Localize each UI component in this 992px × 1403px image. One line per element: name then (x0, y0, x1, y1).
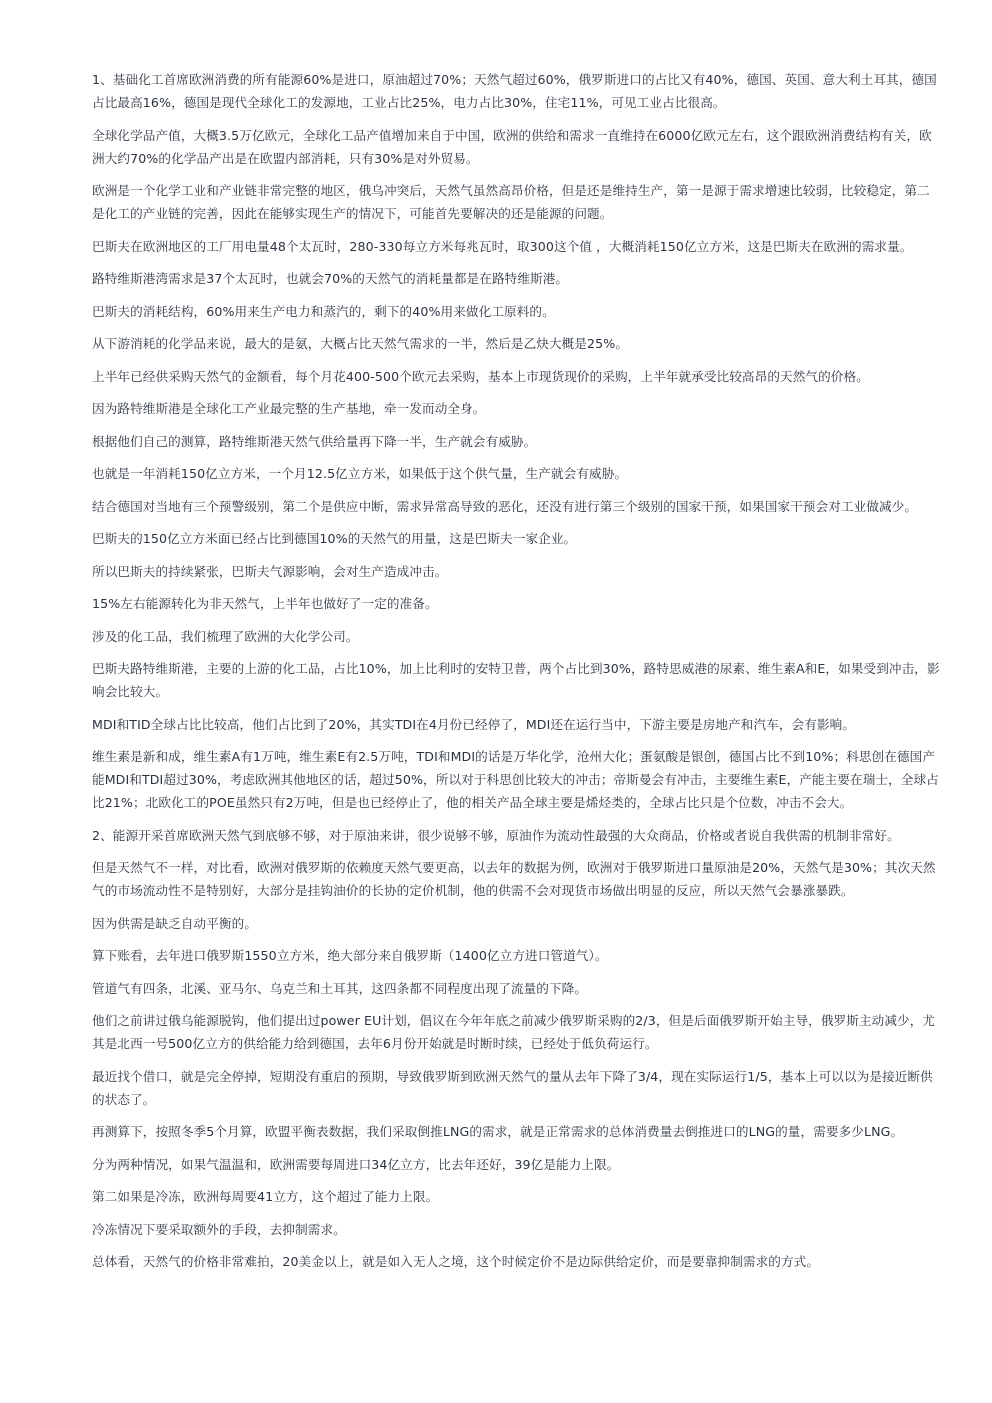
paragraph-26: 最近找个借口，就是完全停掉，短期没有重启的预期，导致俄罗斯到欧洲天然气的量从去年下降了3/4，现在实际运行1/5，基本上可以以为是接近断供的状态了。 (92, 1068, 933, 1107)
document-page (92, 68, 942, 1283)
paragraph-9: 因为路特维斯港是全球化工产业最完整的生产基地，牵一发而动全身。 (92, 401, 486, 416)
paragraph-18: MDI和TID全球占比比较高，他们占比到了20%，其实TDI在4月份已经停了，MDI还在运行当中，下游主要是房地产和汽车，会有影响。 (92, 716, 856, 732)
paragraph-11: 也就是一年消耗150亿立方米，一个月12.5亿立方米，如果低于这个供气量，生产就会有威胁。 (92, 466, 628, 481)
paragraph-30: 冷冻情况下要采取额外的手段，去抑制需求。 (92, 1221, 346, 1237)
paragraph-20: 2、能源开采首席欧洲天然气到底够不够，对于原油来讲，很少说够不够，原油作为流动性最强的大众商品，价格或者说自我供需的机制非常好。 (92, 827, 900, 843)
paragraph-5: 路特维斯港湾需求是37个太瓦时，也就会70%的天然气的消耗量都是在路特维斯港。 (92, 271, 569, 286)
paragraph-29: 第二如果是冷冻，欧洲每周要41立方，这个超过了能力上限。 (92, 1189, 439, 1204)
paragraph-28: 分为两种情况，如果气温温和，欧洲需要每周进口34亿立方，比去年还好，39亿是能力上限。 (92, 1156, 620, 1172)
paragraph-4: 巴斯夫在欧洲地区的工厂用电量48个太瓦时，280-330每立方米每兆瓦时，取300这个值 ，大概消耗150亿立方米，这是巴斯夫在欧洲的需求量。 (92, 238, 913, 254)
paragraph-15: 15%左右能源转化为非天然气，上半年也做好了一定的准备。 (92, 596, 438, 611)
paragraph-3: 欧洲是一个化学工业和产业链非常完整的地区，俄乌冲突后，天然气虽然高昂价格，但是还是维持生产，第一是源于需求增速比较弱，比较稳定，第二是化工的产业链的完善，因此在能够实现生产的情况下，可能首先要解决的还是能源的问题。 (92, 183, 930, 221)
paragraph-25: 他们之前讲过俄乌能源脱钩，他们提出过power EU计划，倡议在今年年底之前减少俄罗斯采购的2/3，但是后面俄罗斯开始主导，俄罗斯主动减少，尤其是北西一号500亿立方的供给能力给到德国，去年6月份开始就是时断时续，已经处于低负荷运行。 (92, 1013, 936, 1051)
paragraph-8: 上半年已经供采购天然气的金额看，每个月花400-500个欧元去采购，基本上市现货现价的采购，上半年就承受比较高昂的天然气的价格。 (92, 368, 869, 384)
paragraph-27: 再测算下，按照冬季5个月算，欧盟平衡表数据，我们采取倒推LNG的需求，就是正常需求的总体消费量去倒推进口的LNG的量，需要多少LNG。 (92, 1124, 904, 1139)
paragraph-16: 涉及的化工品，我们梳理了欧洲的大化学公司。 (92, 628, 359, 644)
paragraph-6: 巴斯夫的消耗结构，60%用来生产电力和蒸汽的，剩下的40%用来做化工原料的。 (92, 303, 555, 319)
paragraph-24: 管道气有四条，北溪、亚马尔、乌克兰和土耳其，这四条都不同程度出现了流量的下降。 (92, 980, 588, 996)
paragraph-23: 算下账看，去年进口俄罗斯1550立方米，绝大部分来自俄罗斯（1400亿立方进口管道气）。 (92, 948, 608, 963)
paragraph-19: 维生素是新和成，维生素A有1万吨，维生素E有2.5万吨，TDI和MDI的话是万华化学，沧州大化；蛋氨酸是银创，德国占比不到10%；科思创在德国产能MDI和TDI超过30%，考虑欧洲其他地区的话，超过50%，所以对于科思创比较大的冲击；帝斯曼会有冲击，主要维生素E，产能主要在瑞士，全球占比21%；北欧化工的POE虽然只有2万吨，但是也已经停止了，他的相关产品全球主要是烯烃类的，全球占比只是个位数，冲击不会大。 (92, 749, 939, 810)
paragraph-12: 结合德国对当地有三个预警级别，第二个是供应中断，需求异常高导致的恶化，还没有进行第三个级别的国家干预，如果国家干预会对工业做减少。 (92, 498, 918, 514)
paragraph-17: 巴斯夫路特维斯港，主要的上游的化工品，占比10%，加上比利时的安特卫普，两个占比到30%，路特思威港的尿素、维生素A和E，如果受到冲击，影响会比较大。 (92, 661, 940, 699)
paragraph-31: 总体看，天然气的价格非常难拍，20美金以上，就是如入无人之境，这个时候定价不是边际供给定价，而是要靠抑制需求的方式。 (92, 1254, 820, 1269)
paragraph-7: 从下游消耗的化学品来说，最大的是氨，大概占比天然气需求的一半，然后是乙炔大概是25%。 (92, 336, 629, 351)
paragraph-10: 根据他们自己的测算，路特维斯港天然气供给量再下降一半，生产就会有威胁。 (92, 433, 537, 449)
paragraph-14: 所以巴斯夫的持续紧张，巴斯夫气源影响，会对生产造成冲击。 (92, 563, 448, 579)
paragraph-22: 因为供需是缺乏自动平衡的。 (92, 915, 258, 931)
paragraph-2: 全球化学品产值，大概3.5万亿欧元，全球化工品产值增加来自于中国，欧洲的供给和需求一直维持在6000亿欧元左右，这个跟欧洲消费结构有关，欧洲大约70%的化学品产出是在欧盟内部消耗，只有30%是对外贸易。 (92, 127, 932, 166)
paragraph-13: 巴斯夫的150亿立方米面已经占比到德国10%的天然气的用量，这是巴斯夫一家企业。 (92, 531, 577, 546)
paragraph-1: 1、基础化工首席欧洲消费的所有能源60%是进口，原油超过70%；天然气超过60%，俄罗斯进口的占比又有40%，德国、英国、意大利土耳其，德国占比最高16%，德国是现代全球化工的发源地，工业占比25%，电力占比30%，住宅11%，可见工业占比很高。 (92, 72, 937, 110)
paragraph-21: 但是天然气不一样，对比看，欧洲对俄罗斯的依赖度天然气要更高，以去年的数据为例，欧洲对于俄罗斯进口量原油是20%，天然气是30%；其次天然气的市场流动性不是特别好，大部分是挂钩油价的长协的定价机制，他的供需不会对现货市场做出明显的反应，所以天然气会暴涨暴跌。 (92, 860, 936, 898)
